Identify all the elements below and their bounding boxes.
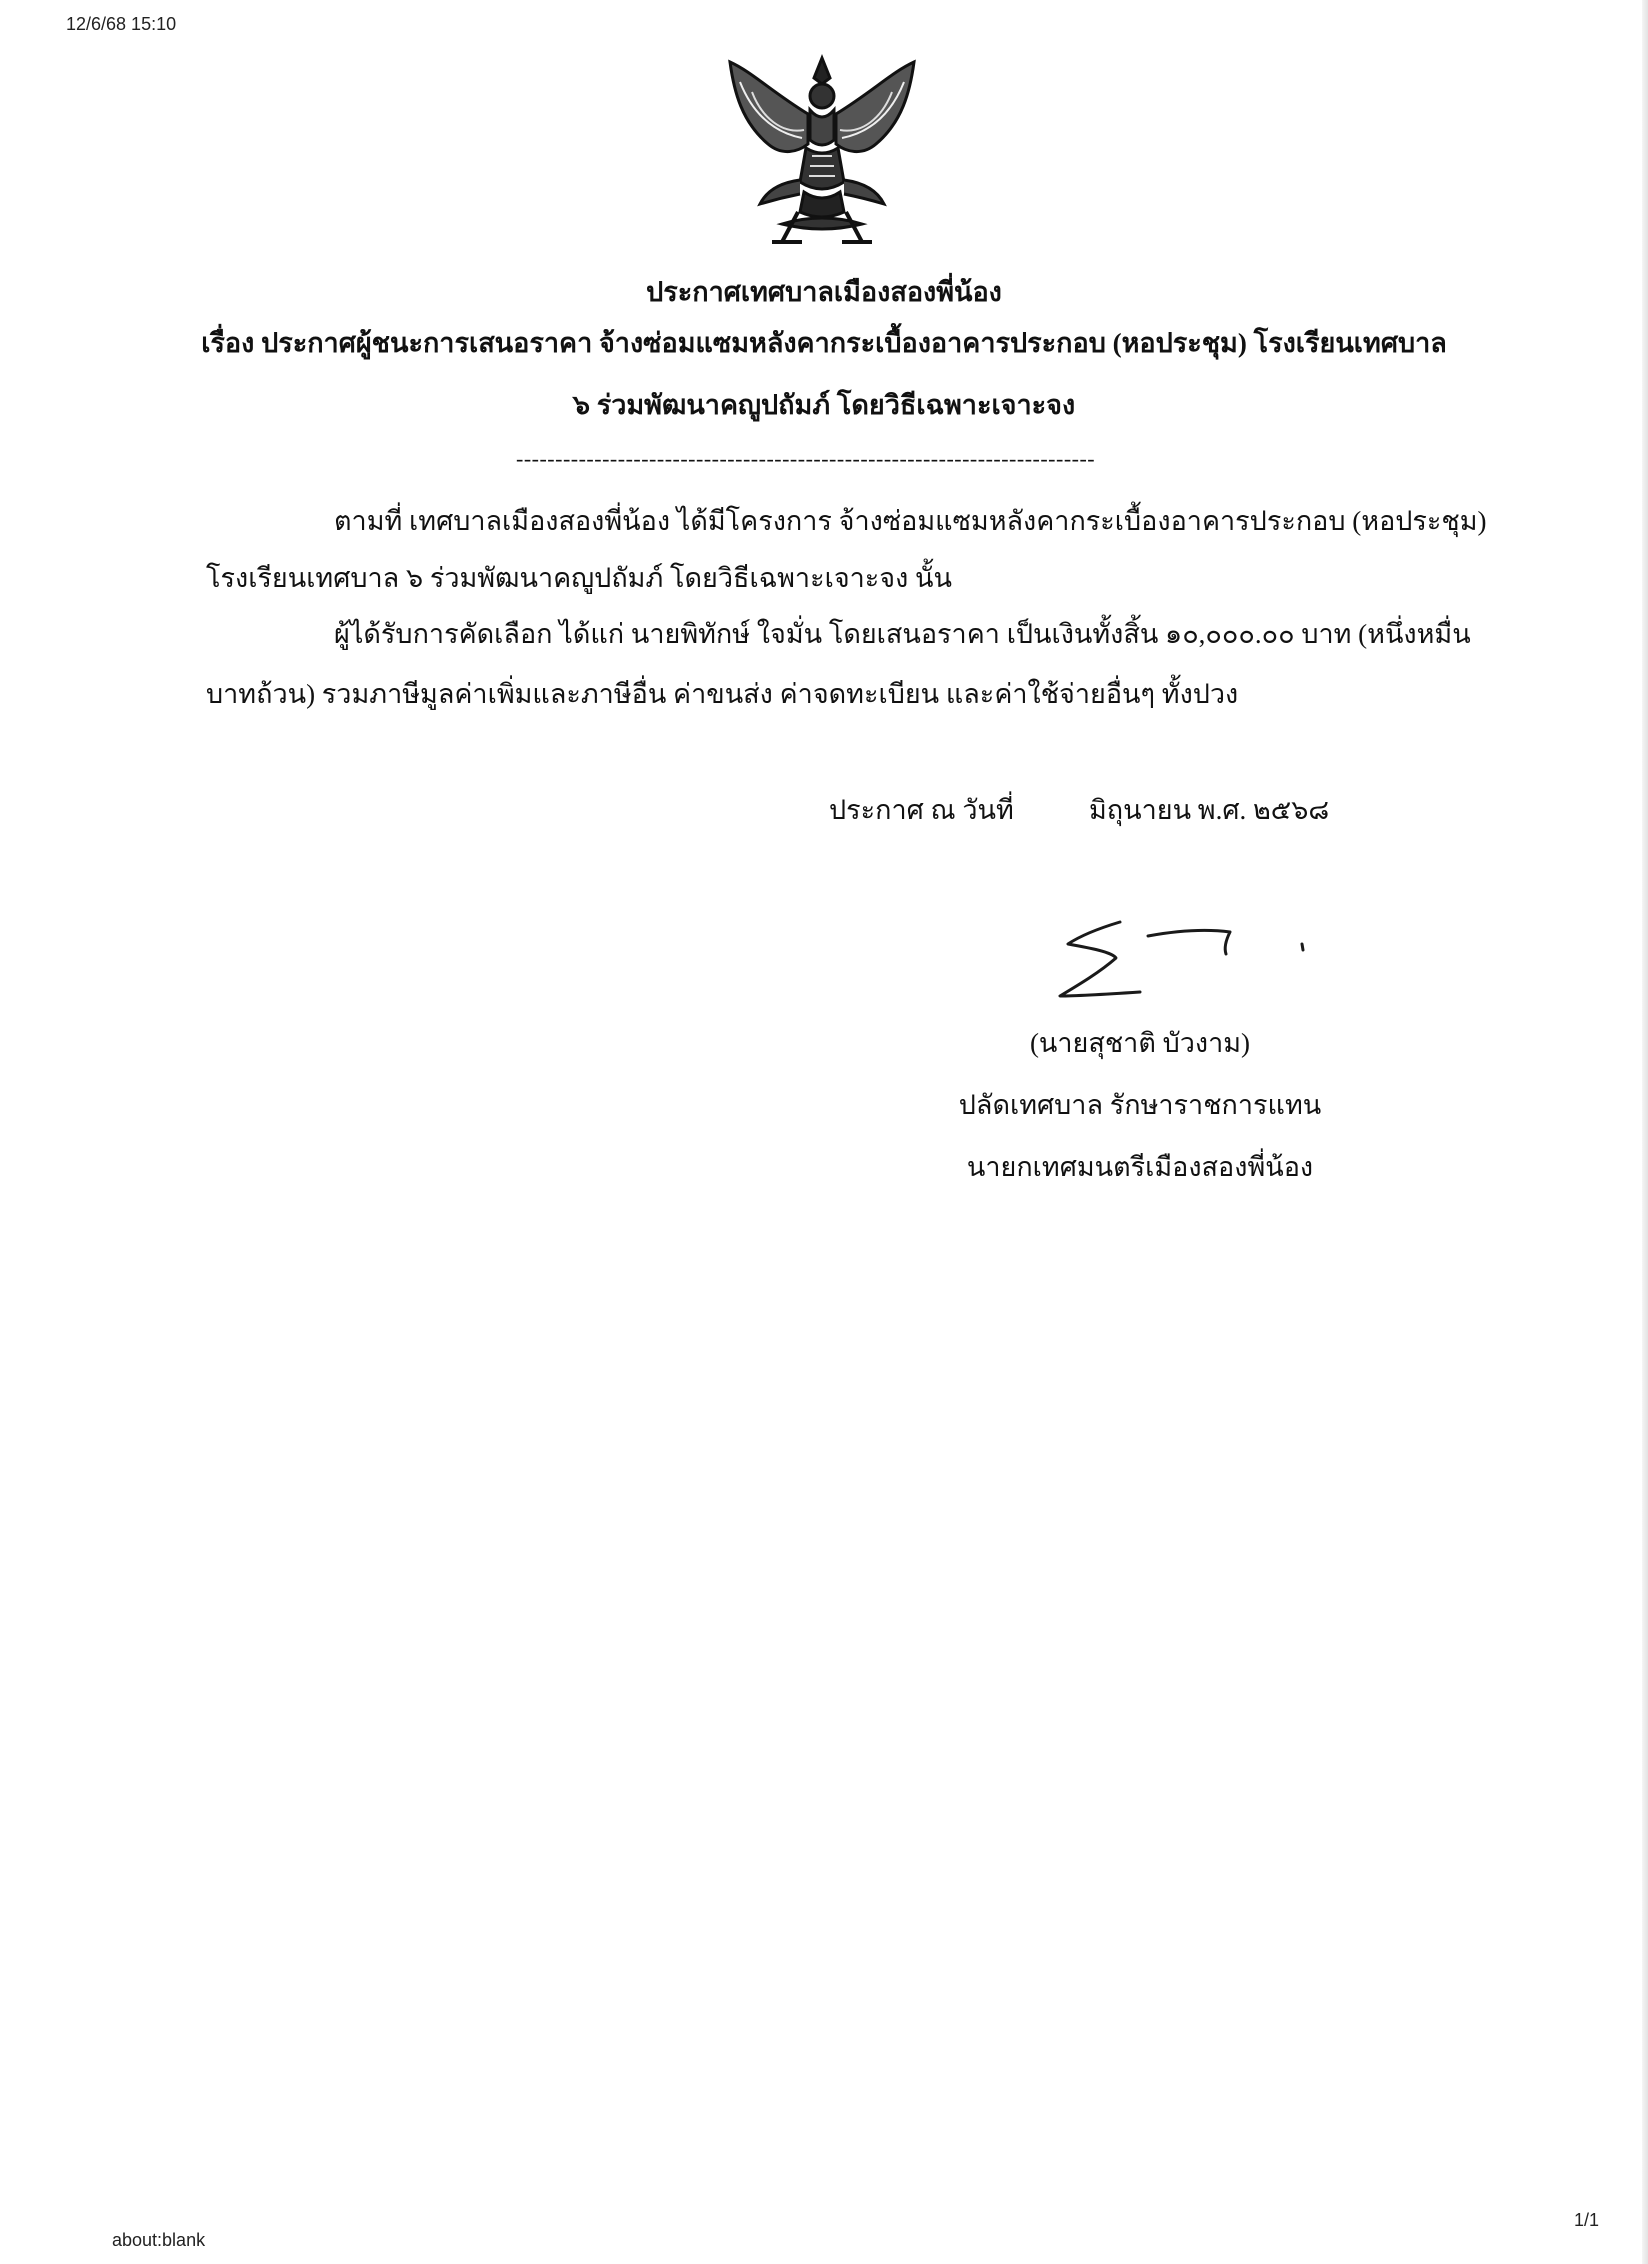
subject-line-1: เรื่อง ประกาศผู้ชนะการเสนอราคา จ้างซ่อมแซมหลังคากระเบื้องอาคารประกอบ (หอประชุม) โรงเรียนเทศบาล [201, 328, 1447, 358]
dashed-separator: -------------------------------------------------------------------------- [516, 446, 1096, 471]
paragraph-2-line-2: บาทถ้วน) รวมภาษีมูลค่าเพิ่มและภาษีอื่น ค่าขนส่ง ค่าจดทะเบียน และค่าใช้จ่ายอื่นๆ ทั้งปวง [206, 679, 1239, 709]
page-number: 1/1 [1574, 2210, 1600, 2230]
handwritten-signature [1040, 892, 1320, 1012]
print-url: about:blank [112, 2230, 206, 2250]
print-timestamp: 12/6/68 15:10 [66, 14, 177, 34]
garuda-emblem-icon [712, 52, 932, 252]
paragraph-1-line-1: ตามที่ เทศบาลเมืองสองพี่น้อง ได้มีโครงการ จ้างซ่อมแซมหลังคากระเบื้องอาคารประกอบ (หอประชุม) [334, 506, 1487, 536]
document-issuer: ประกาศเทศบาลเมืองสองพี่น้อง [646, 277, 1002, 307]
subject-line-2: ๖ ร่วมพัฒนาคญูปถัมภ์ โดยวิธีเฉพาะเจาะจง [572, 390, 1076, 420]
scan-edge-shadow [1642, 0, 1648, 2264]
announcement-date: มิถุนายน พ.ศ. ๒๕๖๘ [1089, 795, 1330, 825]
signer-name: (นายสุชาติ บัวงาม) [1029, 1028, 1251, 1058]
paragraph-2-line-1: ผู้ได้รับการคัดเลือก ได้แก่ นายพิทักษ์ ใจมั่น โดยเสนอราคา เป็นเงินทั้งสิ้น ๑๐,๐๐๐.๐๐ บาท (หนึ่งหมื่น [334, 619, 1471, 649]
paragraph-1-line-2: โรงเรียนเทศบาล ๖ ร่วมพัฒนาคญูปถัมภ์ โดยวิธีเฉพาะเจาะจง นั้น [206, 563, 952, 593]
signer-position-line-2: นายกเทศมนตรีเมืองสองพี่น้อง [966, 1152, 1314, 1182]
signer-position-line-1: ปลัดเทศบาล รักษาราชการแทน [958, 1090, 1322, 1120]
announcement-prefix: ประกาศ ณ วันที่ [829, 795, 1014, 825]
